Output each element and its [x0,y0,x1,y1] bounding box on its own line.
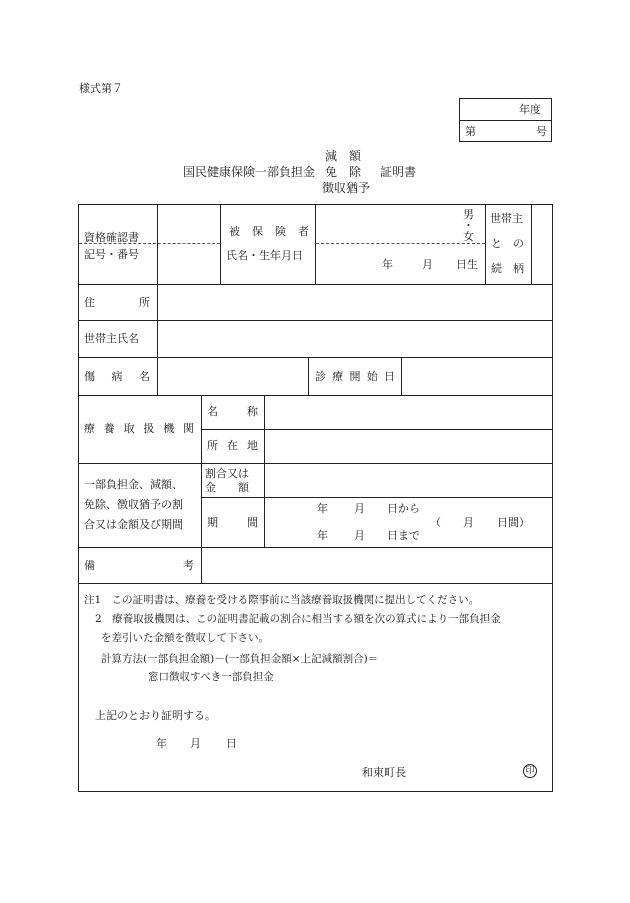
period-from-month: 月 [354,502,365,515]
institution-name-label: 名 称 [207,405,258,418]
illness-label: 傷 病 名 [84,370,150,383]
dob-day: 日生 [456,258,478,271]
sex-male: 男 [463,208,474,221]
days-close: 日間） [497,516,530,529]
form-number: 様式第７ [79,82,123,95]
qualification-label-2: 記号・番号 [84,248,139,261]
period-label: 期 間 [207,516,258,529]
dob-year: 年 [382,258,393,271]
remarks-label: 備 考 [84,559,194,572]
ratio-label-1: 割合又は [205,467,249,480]
period-to-day: 日まで [387,529,420,542]
title-prefix: 国民健康保険一部負担金 [183,165,316,179]
head-relation-2: と の [491,237,524,250]
issuer: 和束町長 [362,766,406,779]
institution-label: 療 養 取 扱 機 関 [84,422,194,435]
ratio-label-2: 金 額 [205,481,249,494]
days-open: （ [430,516,441,529]
days-month: 月 [463,516,474,529]
note-1: 注1 この証明書は、療養を受ける際事前に当該療養取扱機関に提出してください。 [84,594,480,606]
head-relation-3: 続 柄 [491,262,524,275]
householder-label: 世帯主氏名 [84,332,139,345]
head-relation-1: 世帯主 [490,212,523,225]
formula-1: 計算方法(一部負担金額)－(一部負担金額×上記減額割合)＝ [101,653,379,665]
burden-label-1: 一部負担金、減額、 [84,478,183,491]
address-label: 住 所 [84,296,150,309]
qualification-label-1: 資格確認書 [84,231,139,244]
title-option-reduction: 減 額 [325,149,362,163]
dai-label: 第 [465,125,476,138]
date-month: 月 [190,737,201,750]
dob-month: 月 [422,258,433,271]
seal-mark: 印 [523,764,537,778]
burden-label-2: 免除、徴収猶予の割 [84,498,183,511]
period-to-month: 月 [354,529,365,542]
certify-text: 上記のとおり証明する。 [95,709,216,722]
period-from-day: 日から [387,502,420,515]
period-from-year: 年 [317,502,328,515]
treatment-start-label: 診 療 開 始 日 [315,370,395,383]
formula-2: 窓口徴収すべき一部負担金 [148,671,274,683]
title-suffix: 証明書 [380,165,417,179]
insured-label: 被 保 険 者 [229,225,309,238]
note-2b: を差引いた金額を徴収して下さい。 [101,632,269,644]
date-year: 年 [156,737,167,750]
go-label: 号 [536,125,547,138]
title-option-deferral: 徴収猶予 [322,181,371,195]
institution-location-label: 所 在 地 [207,439,258,452]
year-label: 年度 [519,103,541,116]
note-2a: 2 療養取扱機関は、この証明書記載の割合に相当する額を次の算式により一部負担金 [95,613,501,625]
period-to-year: 年 [317,529,328,542]
title-option-exemption: 免 除 [325,165,362,179]
sex-separator: ・ [463,219,474,232]
name-dob-label: 氏名・生年月日 [226,249,303,262]
sex-female: 女 [463,230,474,243]
date-day: 日 [226,737,237,750]
burden-label-3: 合又は金額及び期間 [84,518,183,531]
